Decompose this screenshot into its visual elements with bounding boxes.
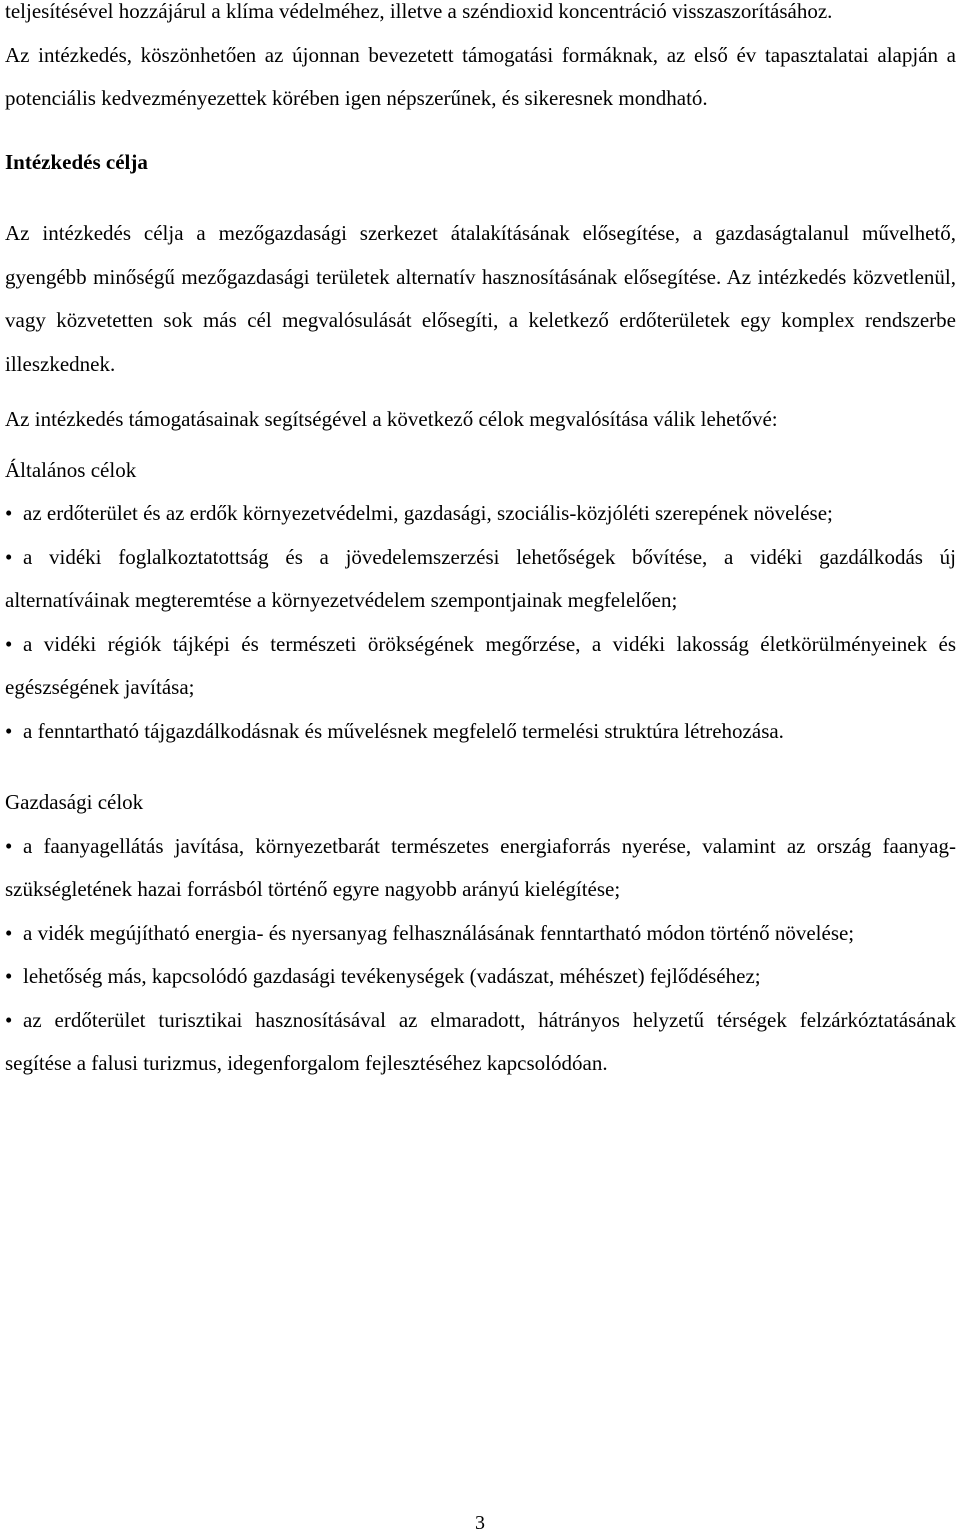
list-item-text: a faanyagellátás javítása, környezetbarát természetes energiaforrás nyerése, valamint az ország faanyag-szükségletének hazai forrásból történő egyre nagyobb arányú kielégítése; xyxy=(5,833,956,901)
list-item xyxy=(5,492,956,536)
bullet-icon: • xyxy=(5,833,13,858)
bullet-icon: • xyxy=(5,1007,13,1032)
list-item xyxy=(5,536,956,623)
section-paragraph-1: Az intézkedés célja a mezőgazdasági szerkezet átalakításának elősegítése, a gazdaságtalanul művelhető, gyengébb minőségű mezőgazdasági területek alternatív hasznosításának elősegítése. Az intézkedés közvetlenül, vagy közvetetten sok más cél megvalósulását elősegíti, a keletkező erdőterületek egy komplex rendszerbe illeszkednek. xyxy=(5,221,956,376)
list-item-text: a vidéki foglalkoztatottság és a jövedelemszerzési lehetőségek bővítése, a vidéki gazdálkodás új alternatíváinak megteremtése a környezetvédelem szempontjainak megfelelően; xyxy=(5,544,956,612)
list-item-text: a vidék megújítható energia- és nyersanyag felhasználásának fenntartható módon történő növelése; xyxy=(23,920,855,945)
list-item xyxy=(5,623,956,710)
list-item xyxy=(5,955,956,999)
bullet-icon: • xyxy=(5,920,13,945)
section-heading: Intézkedés célja xyxy=(5,149,148,174)
general-goals-title: Általános célok xyxy=(5,457,137,482)
list-item xyxy=(5,710,956,754)
page-number: 3 xyxy=(475,1512,485,1534)
economic-goals-list xyxy=(5,825,956,1086)
bullet-icon: • xyxy=(5,631,13,656)
list-item-text: lehetőség más, kapcsolódó gazdasági tevékenységek (vadászat, méhészet) fejlődéséhez; xyxy=(23,964,761,988)
intro-paragraph-1: teljesítésével hozzájárul a klíma védelméhez, illetve a széndioxid koncentráció visszaszorításához. xyxy=(5,0,833,23)
list-item-text: a fenntartható tájgazdálkodásnak és művelésnek megfelelő termelési struktúra létrehozása. xyxy=(23,718,784,743)
list-item xyxy=(5,912,956,956)
economic-goals-title: Gazdasági célok xyxy=(5,790,144,814)
list-item-text: a vidéki régiók tájképi és természeti örökségének megőrzése, a vidéki lakosság életkörülményeinek és egészségének javítása; xyxy=(5,631,956,699)
list-item xyxy=(5,999,956,1086)
bullet-icon: • xyxy=(5,718,13,743)
bullet-icon: • xyxy=(5,544,13,569)
intro-paragraph-2: Az intézkedés, köszönhetően az újonnan bevezetett támogatási formáknak, az első év tapasztalatai alapján a potenciális kedvezményezettek körében igen népszerűnek, és sikeresnek mondható. xyxy=(5,42,956,110)
general-goals-list xyxy=(5,492,956,753)
bullet-icon: • xyxy=(5,501,13,525)
list-item-text: az erdőterület turisztikai hasznosításával az elmaradott, hátrányos helyzetű térségek felzárkóztatásának segítése a falusi turizmus, idegenforgalom fejlesztéséhez kapcsolódóan. xyxy=(5,1007,956,1075)
bullet-icon: • xyxy=(5,964,13,988)
list-item xyxy=(5,825,956,912)
list-item-text: az erdőterület és az erdők környezetvédelmi, gazdasági, szociális-közjóléti szerepének növelése; xyxy=(23,501,833,525)
section-paragraph-2: Az intézkedés támogatásainak segítségével a következő célok megvalósítása válik lehetővé: xyxy=(5,407,778,431)
document-page xyxy=(5,0,956,1086)
